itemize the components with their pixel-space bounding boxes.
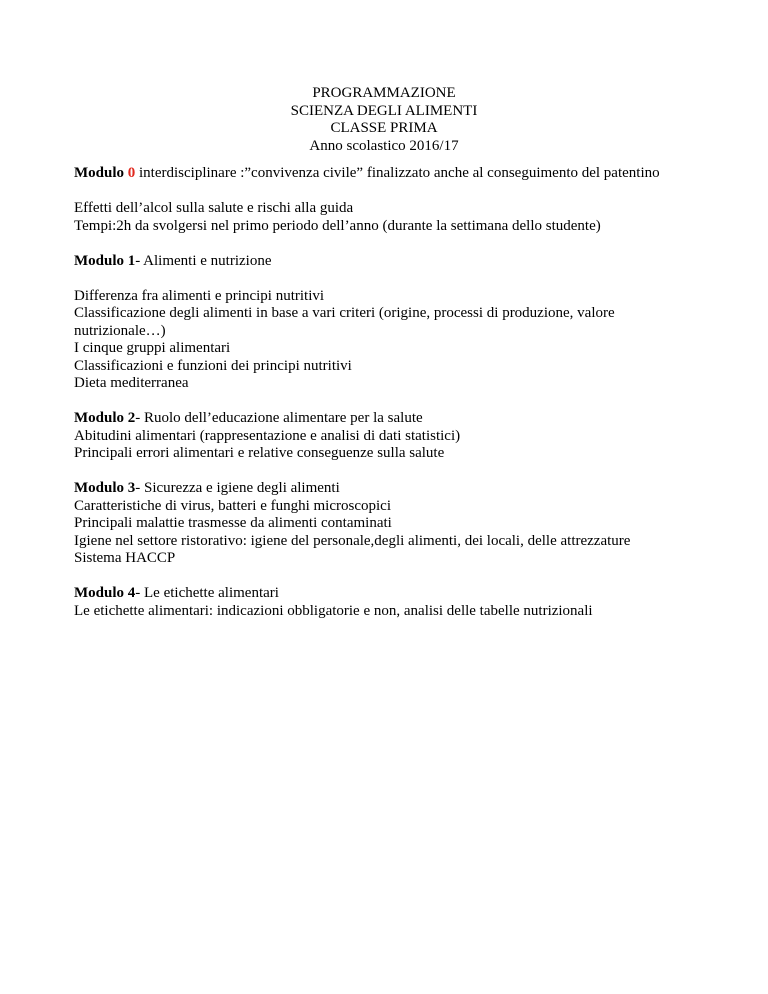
modulo-2-line: Abitudini alimentari (rappresentazione e analisi di dati statistici) (74, 427, 461, 444)
modulo-1-line: Differenza fra alimenti e principi nutritivi (74, 287, 325, 304)
header-school-year: Anno scolastico 2016/17 (309, 137, 459, 154)
modulo-3-line: Sistema HACCP (74, 550, 176, 566)
header-title: PROGRAMMAZIONE (312, 85, 456, 101)
modulo-3-line: Principali malattie trasmesse da alimenti contaminati (74, 515, 392, 531)
modulo-1-label: Modulo 1 (74, 252, 136, 269)
modulo-4-label: Modulo 4 (74, 585, 136, 601)
modulo-1-line: Classificazioni e funzioni dei principi nutritivi (74, 357, 352, 374)
modulo-0-line: Tempi:2h da svolgersi nel primo periodo dell’anno (durante la settimana dello studente) (74, 217, 601, 234)
modulo-0-content (74, 200, 694, 235)
modulo-3-line: Caratteristiche di virus, batteri e funghi microscopici (74, 497, 391, 514)
modulo-3-label: Modulo 3 (74, 480, 136, 496)
modulo-4 (74, 585, 694, 620)
modulo-1-heading (74, 253, 694, 271)
modulo-0-heading (74, 165, 694, 183)
modulo-2-title: - Ruolo dell’educazione alimentare per la salute (135, 410, 423, 426)
modulo-1-line: Dieta mediterranea (74, 375, 189, 391)
modulo-2-label: Modulo 2 (74, 410, 136, 426)
header-subject: SCIENZA DEGLI ALIMENTI (290, 102, 478, 119)
modulo-0-title: interdisciplinare :”convivenza civile” finalizzato anche al conseguimento del patentino (135, 165, 660, 181)
modulo-2-line: Principali errori alimentari e relative conseguenze sulla salute (74, 445, 445, 461)
modulo-0-label: Modulo (74, 165, 125, 181)
modulo-2 (74, 410, 694, 463)
modulo-1-line: nutrizionale…) (74, 322, 166, 339)
modulo-0-line: Effetti dell’alcol sulla salute e rischi alla guida (74, 200, 354, 216)
modulo-3-line: Igiene nel settore ristorativo: igiene del personale,degli alimenti, dei locali, delle attrezzature (74, 532, 631, 549)
modulo-0-number: 0 (127, 165, 136, 181)
modulo-4-line: Le etichette alimentari: indicazioni obbligatorie e non, analisi delle tabelle nutrizionali (74, 602, 593, 619)
modulo-1-line: Classificazione degli alimenti in base a vari criteri (origine, processi di produzione, valore (74, 305, 615, 321)
document-header (0, 85, 768, 155)
modulo-1-title: - Alimenti e nutrizione (135, 252, 272, 269)
modulo-1-content (74, 288, 694, 393)
document-body (74, 165, 694, 638)
modulo-4-title: - Le etichette alimentari (135, 585, 279, 601)
modulo-3-title: - Sicurezza e igiene degli alimenti (135, 480, 340, 496)
modulo-3 (74, 480, 694, 568)
header-class: CLASSE PRIMA (330, 120, 438, 136)
modulo-1-line: I cinque gruppi alimentari (74, 340, 231, 356)
